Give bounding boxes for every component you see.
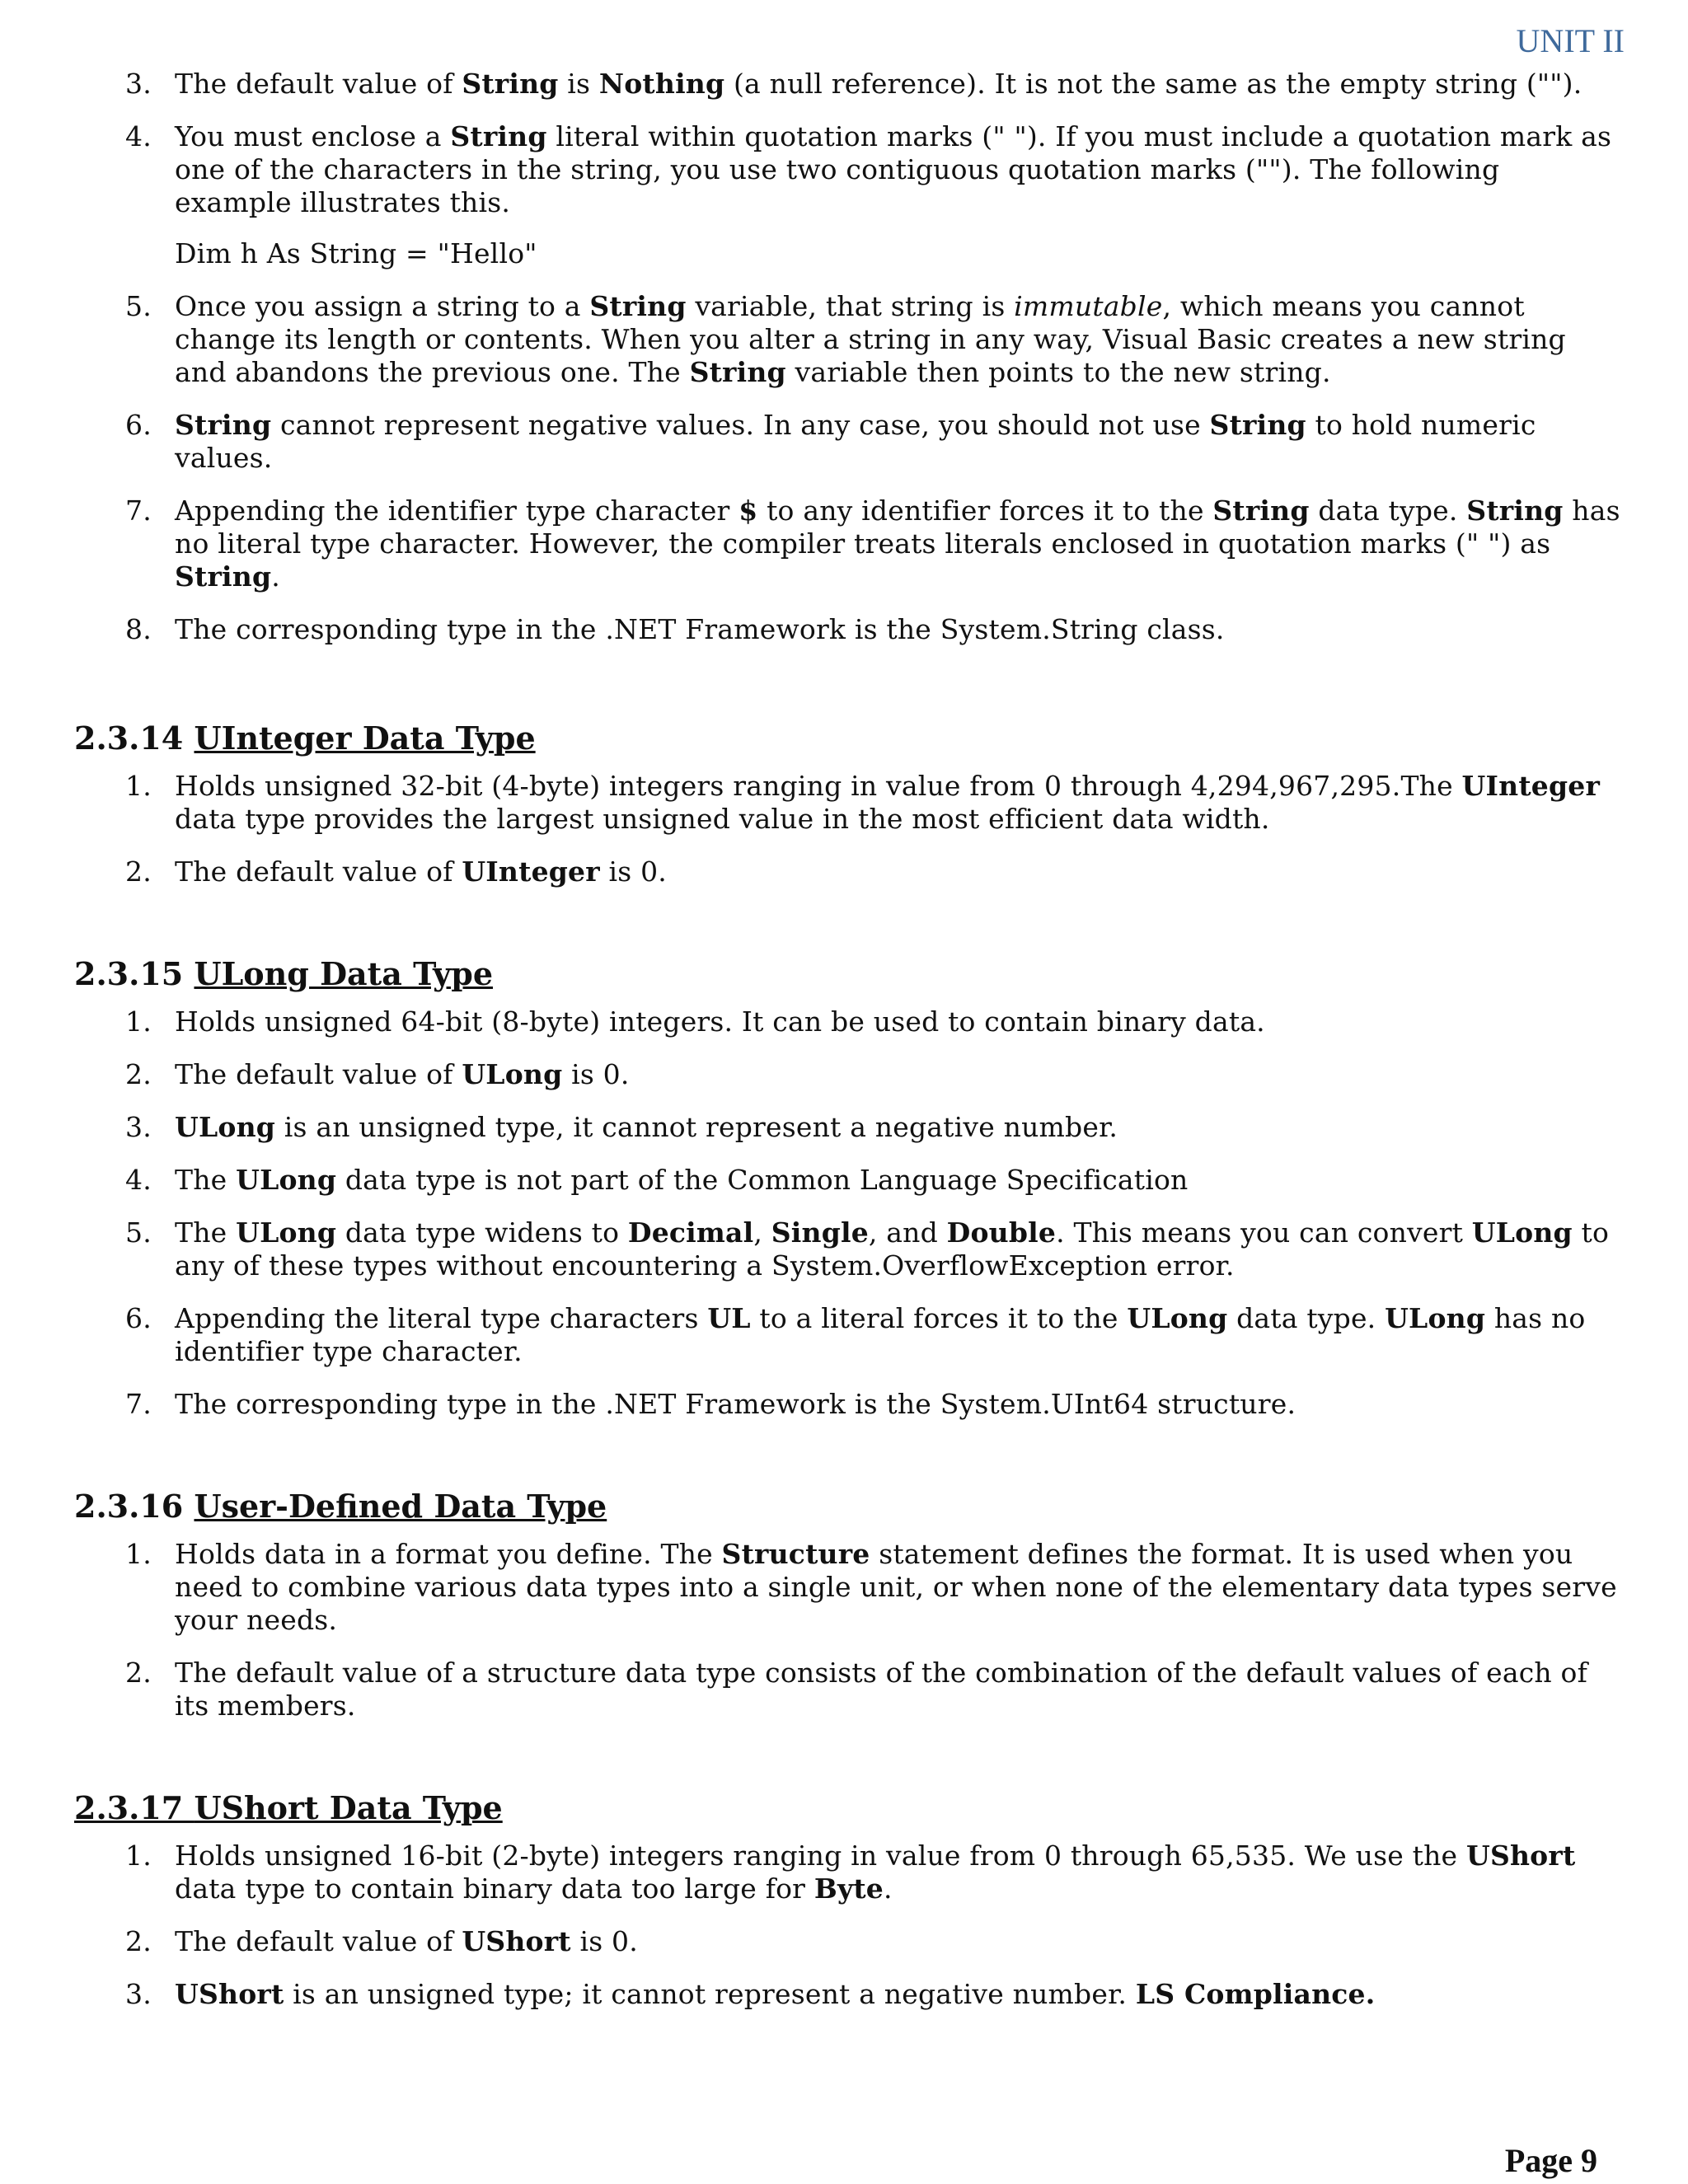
section-title: User-Defined Data Type: [194, 1488, 607, 1525]
list-item-text: The default value of ULong is 0.: [175, 1058, 630, 1090]
section-list: [74, 1840, 1624, 2011]
list-item-text: The default value of UInteger is 0.: [175, 855, 667, 888]
section-title: UShort Data Type: [194, 1789, 503, 1826]
document-body: [74, 68, 1624, 2031]
section-list: [74, 770, 1624, 888]
list-item-number: 3.: [125, 1111, 152, 1143]
section-number: 2.3.15: [74, 955, 195, 992]
list-item: [74, 290, 1624, 389]
list-item-number: 6.: [125, 409, 152, 441]
list-item: [74, 494, 1624, 593]
list-item-number: 3.: [125, 1978, 152, 2010]
list-item-text: You must enclose a String literal within quotation marks (" "). If you must include a quotation mark as one of the characters in the string, you use two contiguous quotation marks (""). The following example illustrates this.: [175, 120, 1612, 218]
list-item: [74, 1538, 1624, 1637]
list-item: [74, 1216, 1624, 1282]
list-item: [74, 1005, 1624, 1038]
list-item-number: 5.: [125, 1216, 152, 1249]
list-item: [74, 770, 1624, 836]
list-item-text: Holds unsigned 16-bit (2-byte) integers ranging in value from 0 through 65,535. We use the UShort data type to contain binary data too large for Byte.: [175, 1840, 1576, 1905]
section-heading: [74, 1487, 1624, 1526]
list-item: [74, 1388, 1624, 1421]
list-item-text: The ULong data type widens to Decimal, Single, and Double. This means you can convert ULong to any of these types without encountering a System.OverflowException error.: [175, 1216, 1610, 1282]
list-item-number: 2.: [125, 1657, 152, 1689]
list-item-text: UShort is an unsigned type; it cannot represent a negative number. LS Compliance.: [175, 1978, 1376, 2010]
list-item: [74, 409, 1624, 475]
list-item-number: 2.: [125, 1925, 152, 1957]
list-item-text: Appending the identifier type character $ to any identifier forces it to the String data type. String has no literal type character. However, the compiler treats literals enclosed in quotation marks (" ") as String.: [175, 494, 1620, 593]
unit-label: UNIT II: [1516, 22, 1625, 59]
section-heading: [74, 719, 1624, 758]
list-item: [74, 68, 1624, 101]
page-number: Page 9: [1504, 2142, 1597, 2179]
list-item-text: The default value of a structure data type consists of the combination of the default values of each of its members.: [175, 1657, 1588, 1722]
string-continuation-list: [74, 68, 1624, 646]
list-item-text: Holds unsigned 32-bit (4-byte) integers ranging in value from 0 through 4,294,967,295.The UInteger data type provides the largest unsigned value in the most efficient data width.: [175, 770, 1601, 835]
list-item-number: 2.: [125, 855, 152, 888]
list-item: [74, 1657, 1624, 1722]
section-title: ULong Data Type: [194, 955, 493, 992]
list-item-text: The corresponding type in the .NET Framework is the System.String class.: [175, 613, 1225, 645]
list-item: [74, 613, 1624, 646]
list-item-number: 2.: [125, 1058, 152, 1090]
list-item: [74, 1164, 1624, 1197]
list-item: [74, 855, 1624, 888]
code-example: Dim h As String = "Hello": [175, 237, 537, 269]
list-item-number: 1.: [125, 1840, 152, 1872]
list-item-number: 7.: [125, 494, 152, 527]
section-number: 2.3.16: [74, 1488, 195, 1525]
list-item-number: 5.: [125, 290, 152, 322]
list-item: [74, 1302, 1624, 1368]
list-item-text: Appending the literal type characters UL to a literal forces it to the ULong data type. ULong has no identifier type character.: [175, 1302, 1586, 1367]
section-heading: [74, 1788, 1624, 1828]
list-item-text: The default value of UShort is 0.: [175, 1925, 638, 1957]
list-item-number: 1.: [125, 770, 152, 802]
section-title: UInteger Data Type: [194, 719, 536, 757]
list-item: [74, 1840, 1624, 1905]
section-list: [74, 1005, 1624, 1421]
list-item-text: String cannot represent negative values. In any case, you should not use String to hold numeric values.: [175, 409, 1536, 474]
list-item-number: 4.: [125, 1164, 152, 1196]
list-item-text: The default value of String is Nothing (a null reference). It is not the same as the empty string ("").: [175, 68, 1582, 100]
list-item-text: Holds data in a format you define. The Structure statement defines the format. It is used when you need to combine various data types into a single unit, or when none of the elementary data types serve your needs.: [175, 1538, 1617, 1636]
list-item-number: 8.: [125, 613, 152, 645]
list-item-text: The corresponding type in the .NET Framework is the System.UInt64 structure.: [175, 1388, 1296, 1420]
list-item-text: Once you assign a string to a String variable, that string is immutable, which means you cannot change its length or contents. When you alter a string in any way, Visual Basic creates a new string and abandons the previous one. The String variable then points to the new string.: [175, 290, 1566, 388]
list-item-text: ULong is an unsigned type, it cannot represent a negative number.: [175, 1111, 1118, 1143]
list-item: [74, 1978, 1624, 2011]
section-list: [74, 1538, 1624, 1722]
list-item-number: 1.: [125, 1005, 152, 1038]
list-item: [74, 120, 1624, 270]
section-number: 2.3.17: [74, 1789, 195, 1826]
section-number: 2.3.14: [74, 719, 195, 757]
list-item: [74, 1058, 1624, 1091]
sections-container: [74, 719, 1624, 2011]
list-item-number: 3.: [125, 68, 152, 100]
section-heading: [74, 954, 1624, 994]
list-item-number: 7.: [125, 1388, 152, 1420]
list-item-text: The ULong data type is not part of the Common Language Specification: [175, 1164, 1189, 1196]
list-item-number: 1.: [125, 1538, 152, 1570]
list-item-number: 4.: [125, 120, 152, 152]
list-item-number: 6.: [125, 1302, 152, 1334]
list-item: [74, 1925, 1624, 1958]
list-item: [74, 1111, 1624, 1144]
list-item-text: Holds unsigned 64-bit (8-byte) integers. It can be used to contain binary data.: [175, 1005, 1265, 1038]
